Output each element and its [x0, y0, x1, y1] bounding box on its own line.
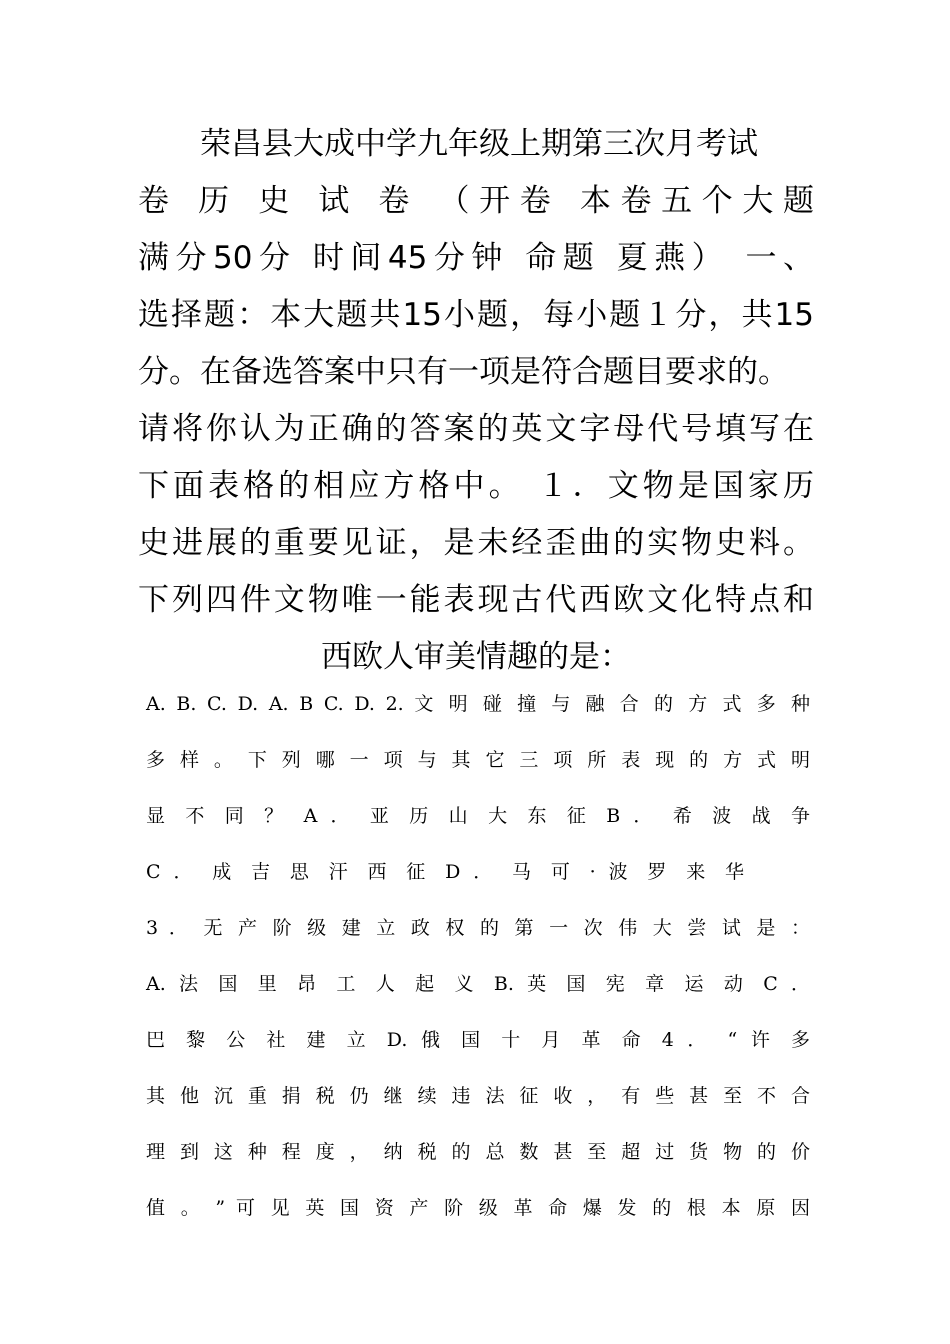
body-line: A. B. C. D. A. B C. D. 2. 文 明 碰 撞 与 融 合 的 方 式 多 种	[146, 693, 810, 715]
body-line: 值 。 ” 可 见 英 国 资 产 阶 级 革 命 爆 发 的 根 本 原 因	[146, 1197, 810, 1219]
body-line: 显 不 同 ？ A ． 亚 历 山 大 东 征 B ． 希 波 战 争	[146, 805, 810, 827]
heading-line: 下列四件文物唯一能表现古代西欧文化特点和	[138, 582, 814, 618]
body-line: A. 法 国 里 昂 工 人 起 义 B. 英 国 宪 章 运 动 C ．	[146, 973, 810, 995]
heading-line: 荣昌县大成中学九年级上期第三次月考试	[138, 126, 758, 162]
body-line: 3 ． 无 产 阶 级 建 立 政 权 的 第 一 次 伟 大 尝 试 是 ：	[146, 917, 810, 939]
body-line: 多 样 。 下 列 哪 一 项 与 其 它 三 项 所 表 现 的 方 式 明	[146, 749, 810, 771]
heading-line: 史进展的重要见证，是未经歪曲的实物史料。	[138, 525, 814, 561]
body-line: C ． 成 吉 思 汗 西 征 D ． 马 可 · 波 罗 来 华	[146, 861, 744, 883]
heading-line: 满分50分 时间45分钟 命题 夏燕） 一、	[138, 240, 814, 276]
body-line: 其 他 沉 重 捐 税 仍 继 续 违 法 征 收 ， 有 些 甚 至 不 合	[146, 1085, 810, 1107]
body-line: 理 到 这 种 程 度 ， 纳 税 的 总 数 甚 至 超 过 货 物 的 价	[146, 1141, 810, 1163]
heading-line: 选择题：本大题共15小题，每小题１分，共15	[138, 297, 814, 333]
heading-line: 分。在备选答案中只有一项是符合题目要求的。	[138, 354, 789, 390]
heading-line: 请将你认为正确的答案的英文字母代号填写在	[138, 411, 814, 447]
body-line: 巴 黎 公 社 建 立 D. 俄 国 十 月 革 命 4 ． “ 许 多	[146, 1029, 810, 1051]
heading-line: 下面表格的相应方格中。 １．文物是国家历	[138, 468, 814, 504]
heading-line: 西欧人审美情趣的是：	[321, 639, 631, 675]
heading-line: 卷 历 史 试 卷 （开卷 本卷五个大题	[138, 183, 814, 219]
